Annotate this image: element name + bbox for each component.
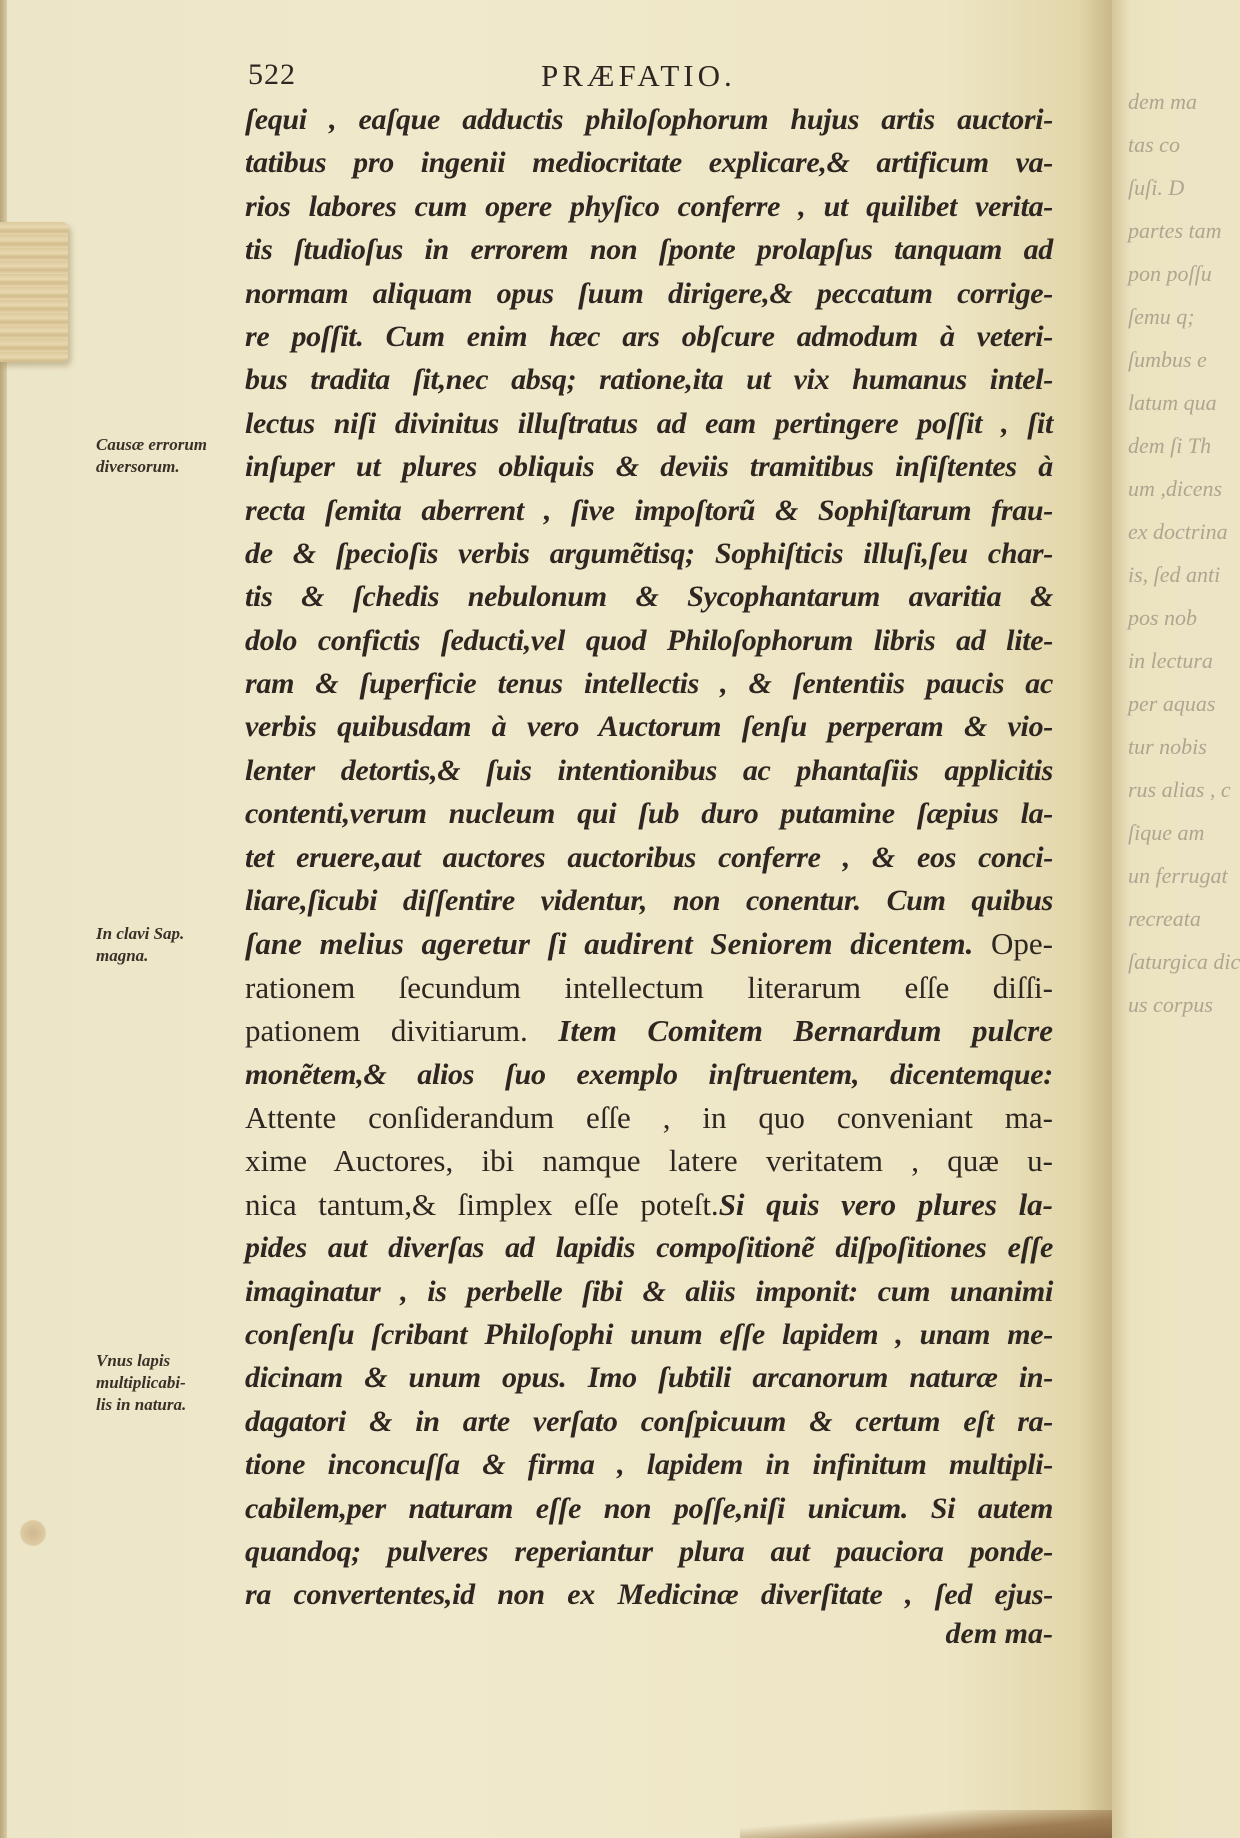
facing-page-fragment: ſumbus e: [1128, 347, 1207, 372]
facing-page-bleed-text: [1128, 80, 1240, 1026]
facing-page-fragment: tas co: [1128, 132, 1180, 157]
facing-page-fragment: us corpus: [1128, 992, 1213, 1017]
margin-note-line: In clavi Sap.: [96, 924, 185, 943]
text-line: pides aut diverſas ad lapidis compoſitionẽ diſpoſitiones eſſe: [245, 1231, 1053, 1265]
facing-page-fragment: partes tam: [1128, 218, 1222, 243]
facing-page-fragment: dem ſi Th: [1128, 433, 1212, 458]
text-line: rationem ſecundum intellectum literarum eſſe diſſi-: [245, 969, 1053, 1005]
text-line: xime Auctores, ibi namque latere veritatem , quæ u-: [245, 1143, 1053, 1179]
text-line: rios labores cum opere phyſico conferre , ut quilibet verita-: [245, 189, 1053, 223]
facing-page-fragment: pos nob: [1128, 605, 1198, 630]
facing-page-fragment: pon poſſu: [1128, 261, 1212, 286]
margin-note-unus-lapis: [96, 1350, 246, 1416]
text-line: recta ſemita aberrent , ſive impoſtorũ & Sophiſtarum frau-: [245, 493, 1053, 527]
text-run: ſane melius ageretur ſi audirent Seniorem dicentem.: [245, 926, 974, 962]
running-head: PRÆFATIO.: [541, 58, 736, 93]
catchword: dem ma-: [945, 1616, 1053, 1650]
text-line: tis & ſchedis nebulonum & Sycophantarum avaritia &: [245, 580, 1053, 614]
paper-stain: [20, 1520, 46, 1546]
margin-note-line: lis in natura.: [96, 1395, 187, 1414]
facing-page-fragment: ſique am: [1128, 820, 1205, 845]
text-line: contenti,verum nucleum qui ſub duro putamine ſæpius la-: [245, 797, 1053, 831]
facing-page-fragment: um ,dicens: [1128, 476, 1223, 501]
facing-page-fragment: rus alias , c: [1128, 777, 1231, 802]
text-line: tatibus pro ingenii mediocritate explicare,& artificum va-: [245, 146, 1053, 180]
text-line: dagatori & in arte verſato conſpicuum & certum eſt ra-: [245, 1404, 1053, 1438]
facing-page-fragment: latum qua: [1128, 390, 1217, 415]
margin-note-line: Vnus lapis: [96, 1351, 171, 1370]
body-text-block: [245, 98, 1053, 1651]
text-line: tis ſtudioſus in errorem non ſponte prolapſus tanquam ad: [245, 233, 1053, 267]
text-run: Item Comitem Bernardum pulcre: [558, 1013, 1053, 1049]
text-line: monẽtem,& alios ſuo exemplo inſtruentem, dicentemque:: [245, 1057, 1053, 1091]
text-line: liare,ſicubi diſſentire videntur, non conentur. Cum quibus: [245, 884, 1053, 918]
text-line: lectus niſi divinitus illuſtratus ad eam pertingere poſſit , ſit: [245, 406, 1053, 440]
text-line: bus tradita ſit,nec absq; ratione,ita ut vix humanus intel-: [245, 363, 1053, 397]
text-line: verbis quibusdam à vero Auctorum ſenſu perperam & vio-: [245, 710, 1053, 744]
margin-note-line: magna.: [96, 946, 149, 965]
text-line: de & ſpecioſis verbis argumẽtisq; Sophiſticis illuſi,ſeu char-: [245, 536, 1053, 570]
text-line: ſequi , eaſque adductis philoſophorum hujus artis auctori-: [245, 103, 1053, 136]
text-line: ram & ſuperficie tenus intellectis , & ſententiis paucis ac: [245, 667, 1053, 701]
text-line: quandoq; pulveres reperiantur plura aut pauciora ponde-: [245, 1534, 1053, 1568]
facing-page-fragment: in lectura: [1128, 648, 1213, 673]
margin-note-in-clavi: [96, 923, 246, 967]
text-line: Attente conſiderandum eſſe , in quo conveniant ma-: [245, 1099, 1053, 1135]
margin-note-line: Causæ errorum: [96, 435, 208, 454]
facing-page-fragment: recreata: [1128, 906, 1201, 931]
text-line: [245, 1183, 1053, 1226]
text-line: imaginatur , is perbelle ſibi & aliis imponit: cum unanimi: [245, 1274, 1053, 1308]
text-run: Si quis vero plures la-: [718, 1186, 1053, 1222]
paper-tab-marker: [0, 222, 68, 362]
text-line: [245, 922, 1053, 965]
text-run: nica tantum,& ſimplex eſſe poteſt.: [245, 1186, 719, 1222]
page-number: 522: [248, 58, 296, 91]
text-line: dolo confictis ſeducti,vel quod Philoſophorum libris ad lite-: [245, 623, 1053, 657]
text-line: conſenſu ſcribant Philoſophi unum eſſe lapidem , unam me-: [245, 1317, 1053, 1351]
text-run: pationem divitiarum.: [245, 1013, 559, 1049]
text-line: [245, 1009, 1053, 1052]
margin-note-line: multiplicabi-: [96, 1373, 186, 1392]
text-line: re poſſit. Cum enim hæc ars obſcure admodum à veteri-: [245, 319, 1053, 353]
facing-page-fragment: is, ſed anti: [1128, 562, 1221, 587]
text-line: tione inconcuſſa & firma , lapidem in infinitum multipli-: [245, 1448, 1053, 1482]
text-line: tet eruere,aut auctores auctoribus conferre , & eos conci-: [245, 840, 1053, 874]
page-bottom-shadow: [740, 1810, 1112, 1838]
text-line: ra convertentes,id non ex Medicinæ diverſitate , ſed ejus-: [245, 1578, 1053, 1612]
facing-page-fragment: ex doctrina: [1128, 519, 1228, 544]
margin-note-line: diversorum.: [96, 457, 180, 476]
text-line: dicinam & unum opus. Imo ſubtili arcanorum naturæ in-: [245, 1361, 1053, 1395]
text-line: inſuper ut plures obliquis & deviis tramitibus inſiſtentes à: [245, 450, 1053, 484]
facing-page-fragment: ſemu q;: [1128, 304, 1195, 329]
facing-page-fragment: per aquas: [1128, 691, 1216, 716]
text-line: cabilem,per naturam eſſe non poſſe,niſi unicum. Si autem: [245, 1491, 1053, 1525]
page-header: [248, 58, 1048, 98]
text-line: normam aliquam opus ſuum dirigere,& peccatum corrige-: [245, 276, 1053, 310]
facing-page-fragment: dem ma: [1128, 89, 1198, 114]
text-run: Ope-: [973, 926, 1053, 962]
facing-page-fragment: un ferrugat: [1128, 863, 1228, 888]
facing-page-fragment: tur nobis: [1128, 734, 1207, 759]
margin-note-causae-errorum: [96, 434, 246, 478]
text-line: lenter detortis,& ſuis intentionibus ac phantaſiis applicitis: [245, 753, 1053, 787]
facing-page-fragment: ſaturgica dic: [1128, 949, 1240, 974]
facing-page-fragment: ſuſi. D: [1128, 175, 1185, 200]
